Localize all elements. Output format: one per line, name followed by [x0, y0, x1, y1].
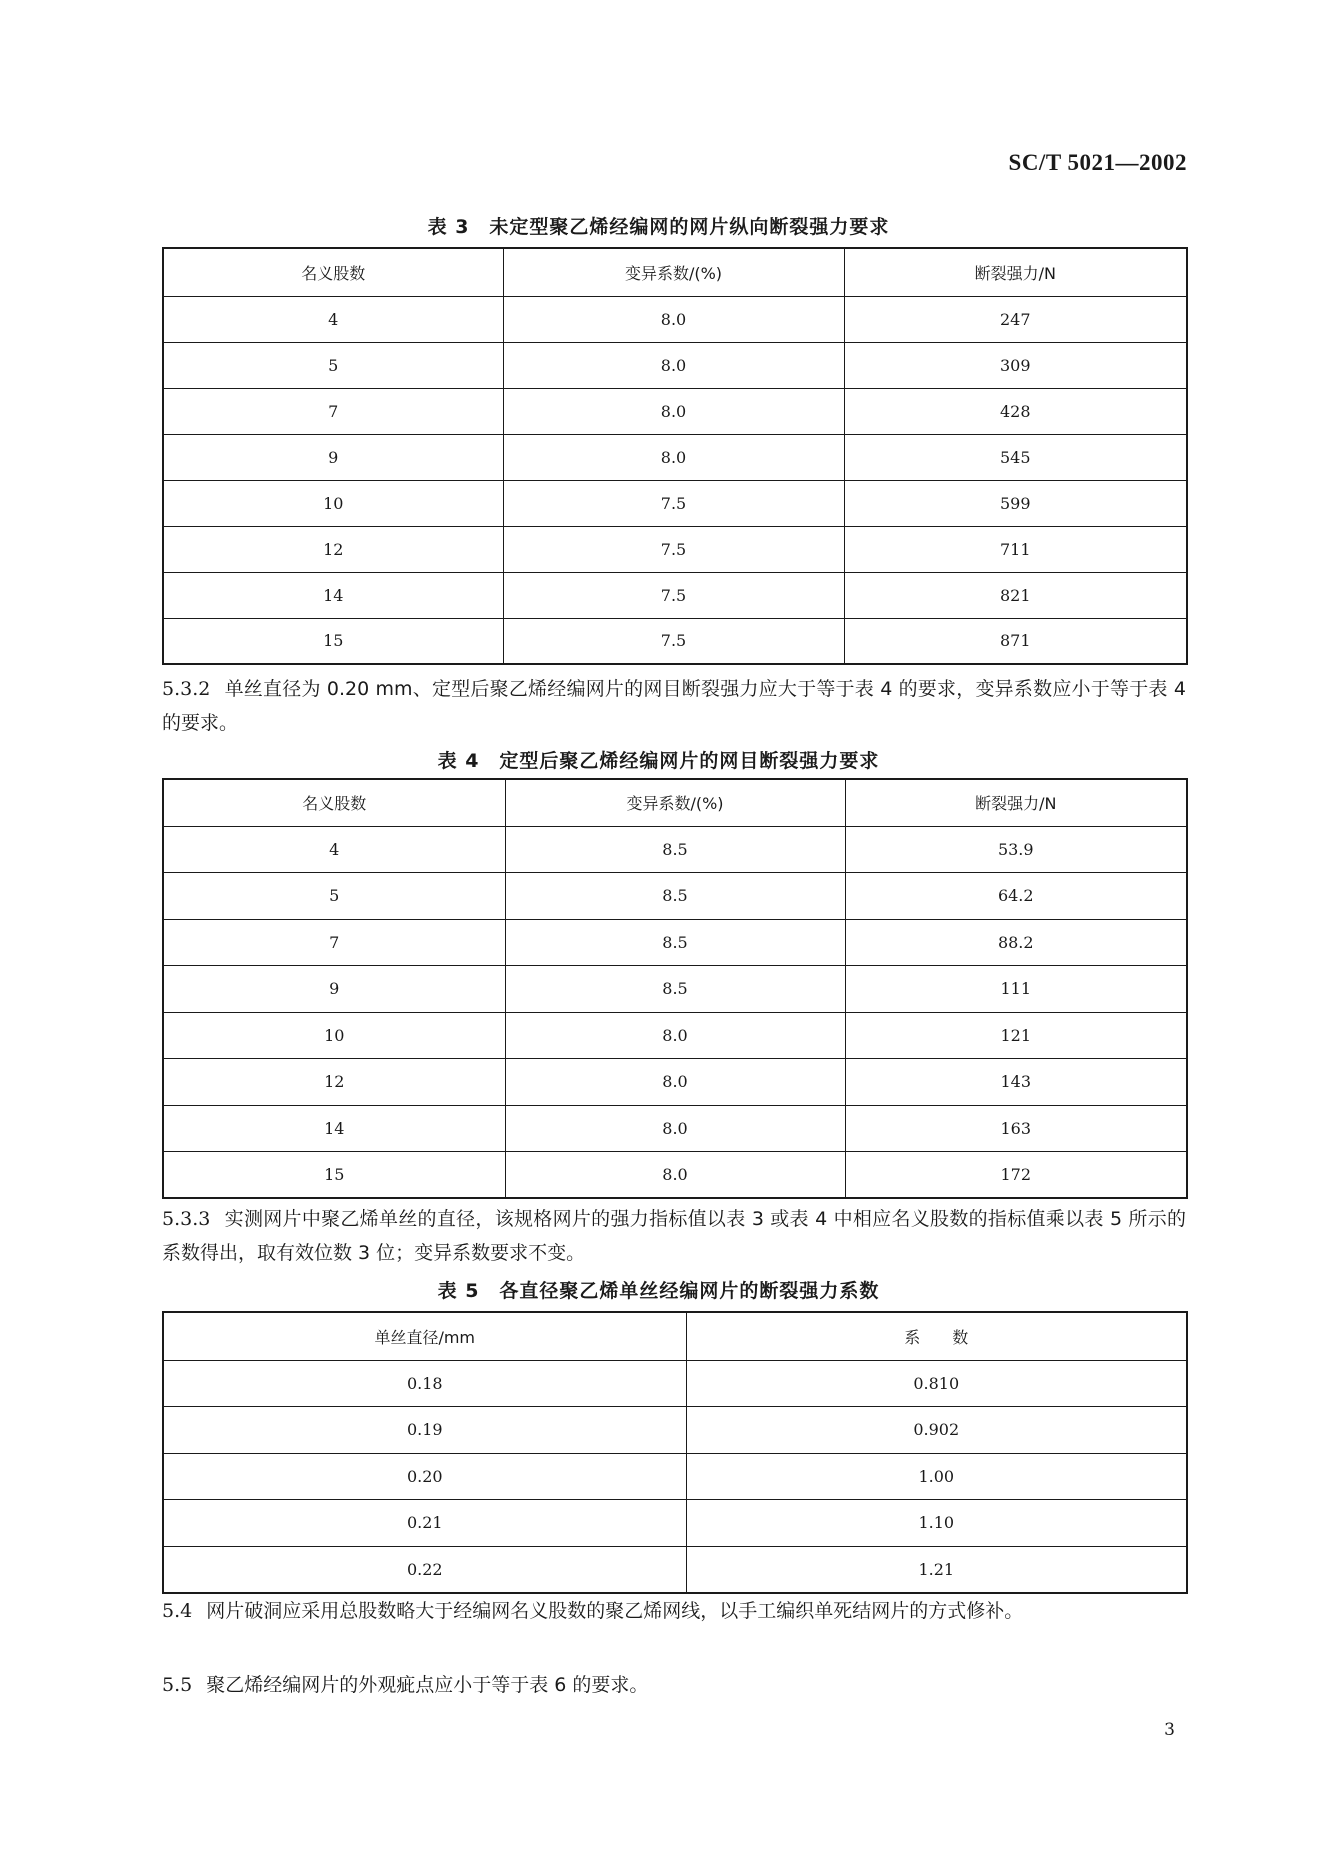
- table5-caption: 表 5 各直径聚乙烯单丝经编网片的断裂强力系数: [437, 1280, 880, 1302]
- table3-cell: 711: [844, 526, 1187, 572]
- table4-cell: 172: [845, 1152, 1187, 1199]
- table4-cell: 4: [163, 826, 505, 873]
- table4-col-header: 断裂强力/N: [845, 779, 1187, 826]
- paragraph-5-4: [162, 1594, 1186, 1628]
- clause-text: 实测网片中聚乙烯单丝的直径，该规格网片的强力指标值以表 3 或表 4 中相应名义股数的指标值乘以表 5 所示的系数得出，取有效位数 3 位；变异系数要求不变。: [162, 1208, 1186, 1264]
- table4-cell: 163: [845, 1105, 1187, 1152]
- table3-cell: 871: [844, 618, 1187, 664]
- table4-cell: 8.0: [505, 1105, 845, 1152]
- table3-cell: 8.0: [503, 434, 844, 480]
- table4-cell: 14: [163, 1105, 505, 1152]
- table5-cell: 0.20: [163, 1453, 686, 1500]
- table3-col-header: 名义股数: [163, 248, 503, 296]
- table3-row: [163, 526, 1187, 572]
- table4-cell: 12: [163, 1059, 505, 1106]
- table3-cell: 821: [844, 572, 1187, 618]
- table3-cell: 12: [163, 526, 503, 572]
- paragraph-5-5: [162, 1668, 1186, 1702]
- table4: [162, 778, 1188, 1199]
- table3-row: [163, 572, 1187, 618]
- table3-row: [163, 480, 1187, 526]
- table4-row: [163, 826, 1187, 873]
- table5-col-header: 单丝直径/mm: [163, 1312, 686, 1360]
- standard-code: SC/T 5021—2002: [1008, 150, 1187, 175]
- table5-row: [163, 1453, 1187, 1500]
- table4-cell: 5: [163, 873, 505, 920]
- table3-cell: 247: [844, 296, 1187, 342]
- table4-cell: 15: [163, 1152, 505, 1199]
- table3-col-header: 变异系数/(%): [503, 248, 844, 296]
- table3-cell: 8.0: [503, 296, 844, 342]
- table3-cell: 599: [844, 480, 1187, 526]
- clause-text: 单丝直径为 0.20 mm、定型后聚乙烯经编网片的网目断裂强力应大于等于表 4 的要求，变异系数应小于等于表 4 的要求。: [162, 678, 1186, 734]
- table3-cell: 7.5: [503, 572, 844, 618]
- table4-cell: 111: [845, 966, 1187, 1013]
- table3: [162, 247, 1188, 665]
- table3-cell: 4: [163, 296, 503, 342]
- table3-row: [163, 618, 1187, 664]
- table4-cell: 64.2: [845, 873, 1187, 920]
- table4-col-header: 名义股数: [163, 779, 505, 826]
- table5-row: [163, 1360, 1187, 1407]
- table4-cell: 8.0: [505, 1012, 845, 1059]
- table3-cell: 15: [163, 618, 503, 664]
- table4-row: [163, 873, 1187, 920]
- table4-cell: 8.5: [505, 966, 845, 1013]
- table4-cell: 7: [163, 919, 505, 966]
- table4-row: [163, 1152, 1187, 1199]
- table3-cell: 309: [844, 342, 1187, 388]
- table4-cell: 143: [845, 1059, 1187, 1106]
- table3-cell: 7.5: [503, 618, 844, 664]
- table4-cell: 88.2: [845, 919, 1187, 966]
- table5-header-row: [163, 1312, 1187, 1360]
- table4-cell: 8.5: [505, 873, 845, 920]
- table3-cell: 14: [163, 572, 503, 618]
- paragraph-5-3-3: [162, 1202, 1186, 1270]
- table4-cell: 8.0: [505, 1059, 845, 1106]
- paragraph-5-3-2: [162, 672, 1186, 740]
- table3-col-header: 断裂强力/N: [844, 248, 1187, 296]
- table3-row: [163, 388, 1187, 434]
- table4-row: [163, 1059, 1187, 1106]
- table4-cell: 9: [163, 966, 505, 1013]
- table4-row: [163, 1105, 1187, 1152]
- table5-cell: 0.21: [163, 1500, 686, 1547]
- table3-row: [163, 296, 1187, 342]
- clause-text: 网片破洞应采用总股数略大于经编网名义股数的聚乙烯网线，以手工编织单死结网片的方式修补。: [206, 1600, 1024, 1622]
- table4-cell: 10: [163, 1012, 505, 1059]
- table5-cell: 1.10: [686, 1500, 1187, 1547]
- table4-row: [163, 1012, 1187, 1059]
- table3-caption: 表 3 未定型聚乙烯经编网的网片纵向断裂强力要求: [427, 216, 890, 238]
- table3-cell: 5: [163, 342, 503, 388]
- table4-header-row: [163, 779, 1187, 826]
- table3-row: [163, 434, 1187, 480]
- table3-cell: 7: [163, 388, 503, 434]
- table5-row: [163, 1407, 1187, 1454]
- table3-cell: 8.0: [503, 342, 844, 388]
- table5: [162, 1311, 1188, 1594]
- table3-cell: 7.5: [503, 480, 844, 526]
- table4-row: [163, 966, 1187, 1013]
- table4-cell: 121: [845, 1012, 1187, 1059]
- table4-col-header: 变异系数/(%): [505, 779, 845, 826]
- clause-number: 5.3.3: [162, 1208, 211, 1230]
- table3-cell: 10: [163, 480, 503, 526]
- table5-cell: 1.21: [686, 1546, 1187, 1593]
- table5-row: [163, 1546, 1187, 1593]
- table5-cell: 0.902: [686, 1407, 1187, 1454]
- table3-cell: 7.5: [503, 526, 844, 572]
- table3-cell: 8.0: [503, 388, 844, 434]
- table4-cell: 8.5: [505, 826, 845, 873]
- table5-cell: 0.18: [163, 1360, 686, 1407]
- clause-number: 5.3.2: [162, 678, 211, 700]
- table5-col-header: 系 数: [686, 1312, 1187, 1360]
- table3-cell: 9: [163, 434, 503, 480]
- table3-cell: 428: [844, 388, 1187, 434]
- table5-cell: 1.00: [686, 1453, 1187, 1500]
- clause-number: 5.5: [162, 1674, 193, 1696]
- table4-cell: 8.5: [505, 919, 845, 966]
- clause-number: 5.4: [162, 1600, 193, 1622]
- table5-cell: 0.22: [163, 1546, 686, 1593]
- clause-text: 聚乙烯经编网片的外观疵点应小于等于表 6 的要求。: [206, 1674, 649, 1696]
- table4-caption: 表 4 定型后聚乙烯经编网片的网目断裂强力要求: [437, 750, 880, 772]
- table3-cell: 545: [844, 434, 1187, 480]
- table5-cell: 0.810: [686, 1360, 1187, 1407]
- table3-row: [163, 342, 1187, 388]
- page-number: 3: [1164, 1720, 1175, 1740]
- table4-cell: 8.0: [505, 1152, 845, 1199]
- table4-row: [163, 919, 1187, 966]
- table4-cell: 53.9: [845, 826, 1187, 873]
- table5-cell: 0.19: [163, 1407, 686, 1454]
- table5-row: [163, 1500, 1187, 1547]
- table3-header-row: [163, 248, 1187, 296]
